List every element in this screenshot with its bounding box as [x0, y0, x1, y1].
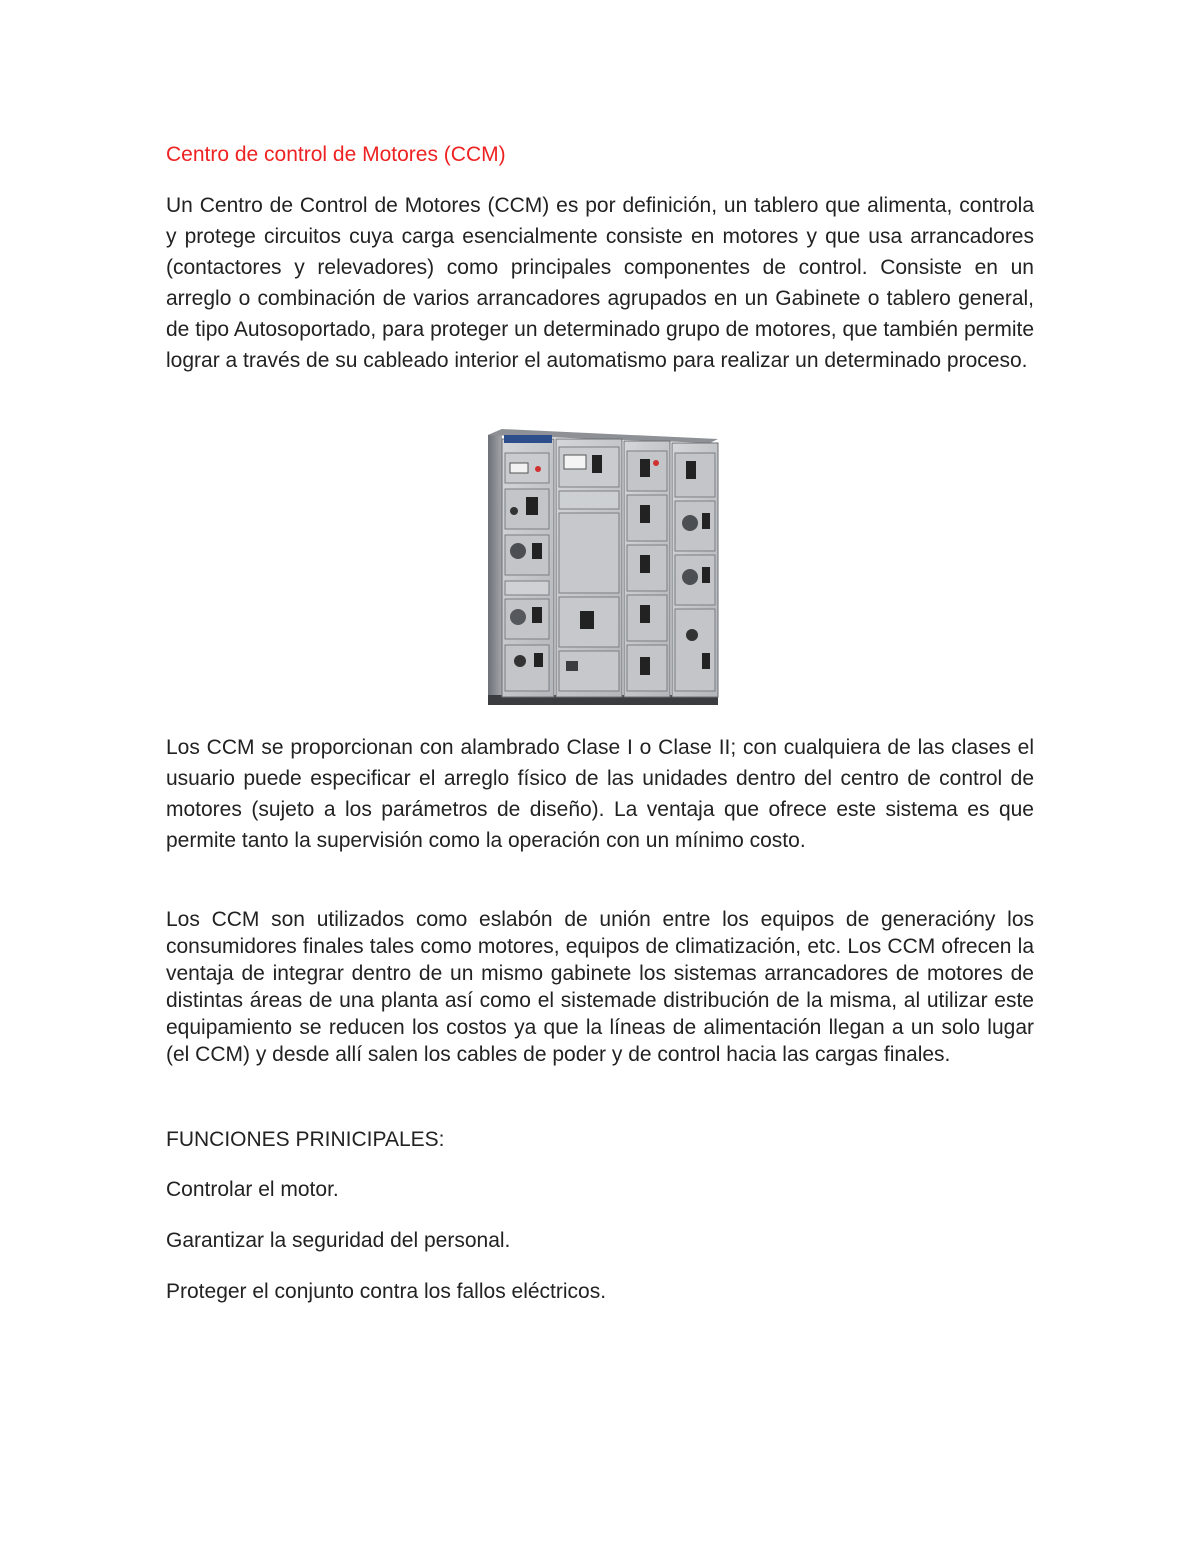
paragraph-definition: Un Centro de Control de Motores (CCM) es por definición, un tablero que alimenta, controla y protege circuitos cuya carga esencialmente consiste en motores y que usa arrancadores (contactores y relevadores) como principales componentes de control. Consiste en un arreglo o combinación de varios arrancadores agrupados en un Gabinete o tablero general, de tipo Autosoportado, para proteger un determinado grupo de motores, que también permite lograr a través de su cableado interior el automatismo para realizar un determinado proceso.: [166, 194, 1034, 372]
functions-heading: FUNCIONES PRINICIPALES:: [166, 1128, 445, 1151]
document-title: Centro de control de Motores (CCM): [166, 143, 506, 166]
paragraph-wiring-classes: Los CCM se proporcionan con alambrado Clase I o Clase II; con cualquiera de las clases el usuario puede especificar el arreglo físico de las unidades dentro del centro de control de motores (sujeto a los parámetros de diseño). La ventaja que ofrece este sistema es que permite tanto la supervisión como la operación con un mínimo costo.: [166, 736, 1034, 852]
ccm-cabinet-image: [480, 425, 720, 707]
ccm-cabinet-illustration: [480, 425, 720, 707]
paragraph-usage: Los CCM son utilizados como eslabón de unión entre los equipos de generacióny los consumidores finales tales como motores, equipos de climatización, etc. Los CCM ofrecen la ventaja de integrar dentro de un mismo gabinete los sistemas arrancadores de motores de distintas áreas de una planta así como el sistemade distribución de la misma, al utilizar este equipamiento se reducen los costos ya que la líneas de alimentación llegan a un solo lugar (el CCM) y desde allí salen los cables de poder y de control hacia las cargas finales.: [166, 908, 1034, 1066]
function-item: Controlar el motor.: [166, 1178, 339, 1201]
function-item: Garantizar la seguridad del personal.: [166, 1229, 511, 1252]
function-item: Proteger el conjunto contra los fallos eléctricos.: [166, 1280, 607, 1303]
